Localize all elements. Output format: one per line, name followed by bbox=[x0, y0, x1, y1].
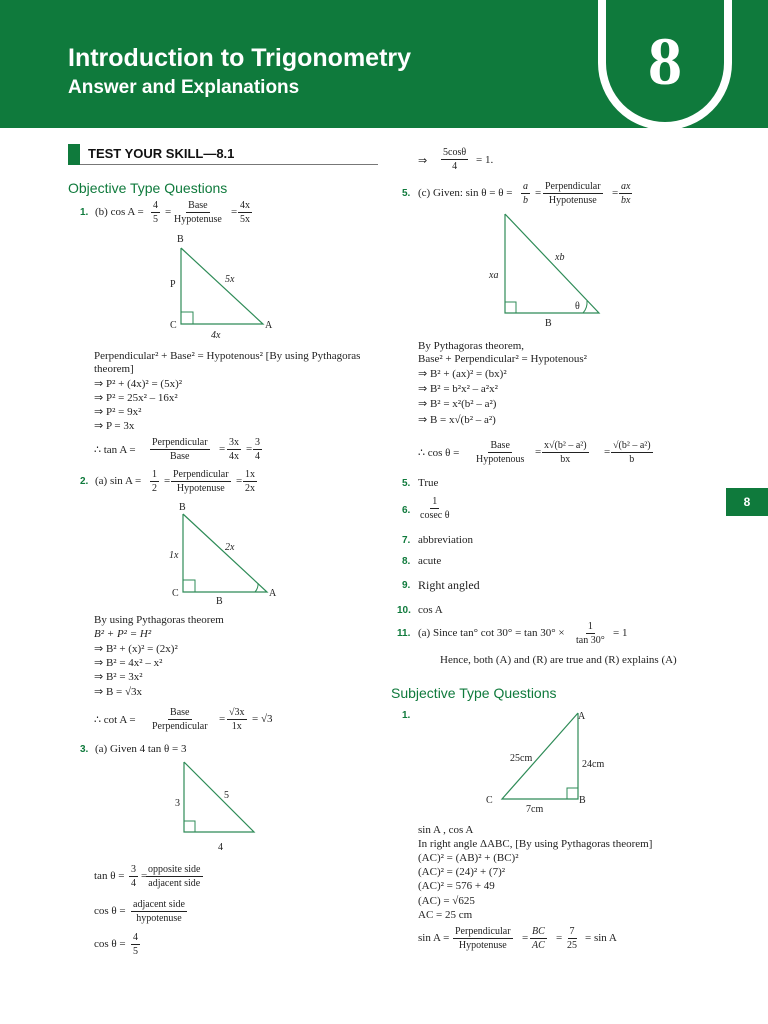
q5-step4: ⇒ B = x√(b² – a²) bbox=[418, 414, 496, 426]
q3-text: (a) Given 4 tan θ = 3 bbox=[95, 743, 187, 755]
q5-fraction-1: $\frac{a}{b}$ bbox=[523, 181, 528, 206]
sq1-line2: In right angle ΔABC, [By using Pythagoras theorem] bbox=[418, 838, 653, 850]
q2-step1: ⇒ B² + (x)² = (2x)² bbox=[94, 643, 178, 655]
r-top-result: = 1. bbox=[476, 154, 494, 166]
q5-cos-label: ∴ cos θ = bbox=[418, 447, 460, 459]
sq1-label-24: 24cm bbox=[582, 759, 605, 770]
sq1-line3: (AC)² = (AB)² + (BC)² bbox=[418, 852, 519, 864]
q1-fraction-2: Base Hypotenuse bbox=[174, 200, 222, 225]
q3-label-3: 3 bbox=[175, 798, 180, 809]
q3-number: 3. bbox=[80, 744, 89, 755]
q1-step3: ⇒ P² = 9x² bbox=[94, 406, 142, 418]
q5-triangle bbox=[485, 208, 615, 330]
q7-answer: abbreviation bbox=[418, 534, 473, 546]
q2-fraction-1: $\frac{1}{2}$ bbox=[152, 469, 157, 494]
q2-step3: ⇒ B² = 3x² bbox=[94, 671, 143, 683]
q5-label-xa: xa bbox=[489, 270, 499, 281]
q5-label-xb: xb bbox=[555, 252, 565, 263]
sq1-label-C: C bbox=[486, 795, 493, 806]
q2-fraction-2: Perpendicular Hypotenuse bbox=[173, 469, 229, 494]
q1-step1: ⇒ P² + (4x)² = (5x)² bbox=[94, 378, 183, 390]
q1-label-5x: 5x bbox=[225, 274, 235, 285]
q1-line2: theorem] bbox=[94, 363, 134, 375]
subjective-heading: Subjective Type Questions bbox=[391, 685, 557, 701]
q2-label-1x: 1x bbox=[169, 550, 179, 561]
sq1-label-7: 7cm bbox=[526, 804, 544, 815]
q5-number: 5. bbox=[402, 188, 411, 199]
q11-result: = 1 bbox=[613, 627, 628, 639]
q5-label-theta: θ bbox=[575, 301, 580, 312]
q1-text: (b) cos A = bbox=[95, 206, 144, 218]
section-title: TEST YOUR SKILL—8.1 bbox=[88, 146, 235, 161]
q5-step1: ⇒ B² + (ax)² = (bx)² bbox=[418, 368, 507, 380]
q1-triangle bbox=[165, 232, 285, 342]
q1-label-C: C bbox=[170, 320, 177, 331]
q5-line1: By Pythagoras theorem, bbox=[418, 340, 525, 352]
q7-number: 7. bbox=[402, 535, 411, 546]
q1-number: 1. bbox=[80, 207, 89, 218]
sq1-sin-fraction-2: $\frac{BC}{AC}$ bbox=[532, 926, 545, 951]
q5b-number: 5. bbox=[402, 478, 411, 489]
q5-step2: ⇒ B² = b²x² – a²x² bbox=[418, 383, 498, 395]
q9-answer: Right angled bbox=[418, 578, 480, 592]
chapter-title: Introduction to Trigonometry bbox=[68, 44, 412, 72]
q1-tan-fraction-1: Perpendicular Base bbox=[152, 437, 208, 462]
q3-cos2-fraction: $\frac{4}{5}$ bbox=[133, 932, 138, 957]
q5-fraction-3: $\frac{ax}{bx}$ bbox=[621, 181, 631, 206]
r-top-fraction: $\frac{5\cos\theta}{4}$ bbox=[443, 147, 467, 172]
q3-triangle bbox=[170, 758, 270, 858]
q3-label-4: 4 bbox=[218, 842, 223, 853]
q2-number: 2. bbox=[80, 476, 89, 487]
sq1-line6: (AC) = √625 bbox=[418, 895, 475, 907]
q11-conclusion: Hence, both (A) and (R) are true and (R) explains (A) bbox=[440, 654, 677, 666]
q5-fraction-2: Perpendicular Hypotenuse bbox=[545, 181, 601, 206]
q5-line2: Base² + Perpendicular² = Hypotenous² bbox=[418, 353, 587, 365]
q1-label-P: P bbox=[170, 279, 176, 290]
sq1-line5: (AC)² = 576 + 49 bbox=[418, 880, 495, 892]
q2-step4: ⇒ B = √3x bbox=[94, 686, 143, 698]
q1-line1: Perpendicular² + Base² = Hypotenous² [By using Pythagoras bbox=[94, 350, 361, 362]
q5-cos-fraction-1: Base Hypotenous bbox=[476, 440, 525, 465]
sq1-label-A: A bbox=[578, 711, 586, 722]
objective-heading: Objective Type Questions bbox=[68, 180, 228, 196]
q2-label-B: B bbox=[179, 502, 186, 513]
q2-label-C: C bbox=[172, 588, 179, 599]
chapter-number: 8 bbox=[648, 23, 682, 99]
q2-fraction-3: $\frac{1x}{2x}$ bbox=[245, 469, 255, 494]
q2-step0: B² + P² = H² bbox=[94, 628, 152, 640]
sq1-label-B: B bbox=[579, 795, 586, 806]
q2-label-A: A bbox=[269, 588, 277, 599]
sq1-triangle bbox=[480, 705, 620, 817]
q8-number: 8. bbox=[402, 556, 411, 567]
q3-label-5: 5 bbox=[224, 790, 229, 801]
q3-tan-label: tan θ = bbox=[94, 870, 125, 882]
q5-step3: ⇒ B² = x²(b² – a²) bbox=[418, 398, 497, 410]
r-top-arrow: ⇒ bbox=[418, 155, 428, 167]
q2-cot-result: = √3 bbox=[252, 713, 273, 725]
q3-tan-fraction-1: $\frac{3}{4}$ bbox=[131, 864, 136, 889]
q5-label-B: B bbox=[545, 318, 552, 329]
sq1-sin-fraction-3: $\frac{7}{25}$ bbox=[567, 926, 577, 951]
q2-cot-label: ∴ cot A = bbox=[94, 714, 136, 726]
q11-fraction: $\frac{1}{\tan 30^\circ}$ bbox=[576, 621, 605, 646]
q2-line1: By using Pythagoras theorem bbox=[94, 614, 224, 626]
q5b-answer: True bbox=[418, 477, 439, 489]
q2-step2: ⇒ B² = 4x² – x² bbox=[94, 657, 163, 669]
q10-answer: cos A bbox=[418, 604, 443, 616]
sq1-sin-result: = sin A bbox=[585, 932, 617, 944]
q2-cot-fraction-2: $\frac{√3x}{1x}$ bbox=[229, 707, 245, 732]
q10-number: 10. bbox=[397, 605, 411, 616]
q2-label-2x: 2x bbox=[225, 542, 235, 553]
q3-tan-fraction-2: opposite side adjacent side bbox=[148, 864, 201, 889]
q3-cos-label: cos θ = bbox=[94, 905, 126, 917]
q2-text: (a) sin A = bbox=[95, 475, 142, 487]
q1-label-A: A bbox=[265, 320, 273, 331]
sq1-sin-label: sin A = bbox=[418, 932, 450, 944]
sq1-number: 1. bbox=[402, 710, 411, 721]
section-marker bbox=[68, 144, 80, 165]
q2-cot-fraction-1: Base Perpendicular bbox=[152, 707, 208, 732]
q1-tan-label: ∴ tan A = bbox=[94, 444, 136, 456]
q11-number: 11. bbox=[397, 628, 411, 639]
sq1-line4: (AC)² = (24)² + (7)² bbox=[418, 866, 506, 878]
q2-label-B-base: B bbox=[216, 596, 223, 607]
q1-label-B: B bbox=[177, 234, 184, 245]
sq1-line1: sin A , cos A bbox=[418, 824, 474, 836]
q5-text: (c) Given: sin θ = θ = bbox=[418, 187, 513, 199]
q3-cos2-label: cos θ = bbox=[94, 938, 126, 950]
q6-fraction: $\frac{1}{\text{cosec θ}}$ bbox=[420, 496, 450, 521]
q1-label-4x: 4x bbox=[211, 330, 221, 341]
q5-cos-fraction-3: $\frac{\text{√(b² – a²)}}{b}$ bbox=[613, 440, 651, 465]
q1-step4: ⇒ P = 3x bbox=[94, 420, 135, 432]
q1-tan-fraction-2: $\frac{3x}{4x}$ bbox=[229, 437, 239, 462]
q1-fraction-3: $\frac{4x}{5x}$ bbox=[240, 200, 250, 225]
q1-fraction-1: $\frac{4}{5}$ bbox=[153, 200, 158, 225]
q1-tan-fraction-3: $\frac{3}{4}$ bbox=[255, 437, 260, 462]
q1-step2: ⇒ P² = 25x² – 16x² bbox=[94, 392, 178, 404]
chapter-side-tab: 8 bbox=[726, 488, 768, 516]
sq1-line7: AC = 25 cm bbox=[418, 909, 473, 921]
q6-number: 6. bbox=[402, 505, 411, 516]
q5-cos-fraction-2: $\frac{\text{x√(b² – a²)}}{bx}$ bbox=[544, 440, 587, 465]
sq1-sin-fraction-1: Perpendicular Hypotenuse bbox=[455, 926, 511, 951]
q11-text: (a) Since tan° cot 30° = tan 30° × bbox=[418, 627, 565, 639]
q3-cos-fraction: adjacent side hypotenuse bbox=[133, 899, 185, 924]
q9-number: 9. bbox=[402, 580, 411, 591]
q2-triangle bbox=[165, 498, 285, 608]
q8-answer: acute bbox=[418, 555, 442, 567]
sq1-label-25: 25cm bbox=[510, 753, 533, 764]
section-divider bbox=[80, 164, 378, 165]
chapter-subtitle: Answer and Explanations bbox=[68, 77, 300, 98]
